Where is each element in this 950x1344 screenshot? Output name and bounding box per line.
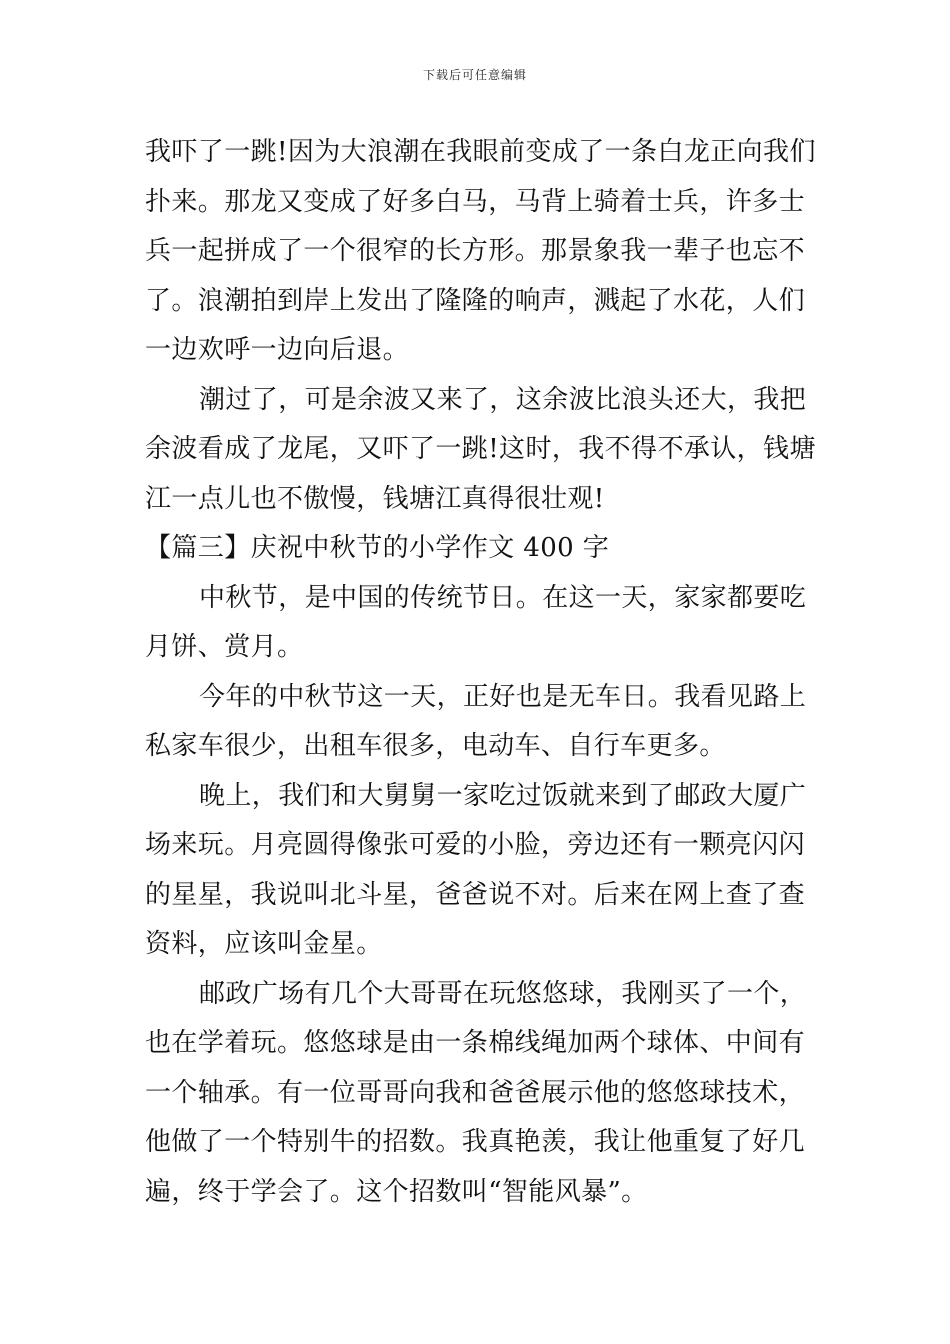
- text-line: 一个轴承。有一位哥哥向我和爸爸展示他的悠悠球技术，: [145, 1077, 806, 1108]
- text-line: 江一点儿也不傲慢，钱塘江真得很壮观!: [145, 483, 605, 514]
- text-line: 了。浪潮拍到岸上发出了隆隆的响声，溅起了水花，人们: [145, 285, 806, 316]
- text-line: 月饼、赏月。: [145, 632, 304, 662]
- paragraph-start-line: 中秋节，是中国的传统节日。在这一天，家家都要吃: [199, 582, 807, 613]
- paragraph-start-line: 今年的中秋节这一天，正好也是无车日。我看见路上: [199, 681, 807, 712]
- text-line: 兵一起拼成了一个很窄的长方形。那景象我一辈子也忘不: [145, 236, 806, 266]
- paragraph-start-line: 潮过了，可是余波又来了，这余波比浪头还大，我把: [199, 384, 807, 415]
- text-line: 资料，应该叫金星。: [145, 929, 383, 959]
- text-line: 他做了一个特别牛的招数。我真艳羡，我让他重复了好几: [145, 1127, 806, 1157]
- text-line: 余波看成了龙尾，又吓了一跳!这时，我不得不承认，钱塘: [145, 434, 816, 464]
- text-line: 一边欢呼一边向后退。: [145, 335, 410, 365]
- text-line: 私家车很少，出租车很多，电动车、自行车更多。: [145, 731, 726, 761]
- document-body: [145, 128, 816, 1217]
- text-line: 场来玩。月亮圆得像张可爱的小脸，旁边还有一颗亮闪闪: [145, 830, 806, 860]
- paragraph-start-line: 晚上，我们和大舅舅一家吃过饭就来到了邮政大厦广: [199, 780, 807, 811]
- page-header-note: 下载后可任意编辑: [422, 68, 527, 82]
- text-line: 我吓了一跳!因为大浪潮在我眼前变成了一条白龙正向我们: [145, 137, 816, 167]
- text-line: 也在学着玩。悠悠球是由一条棉线绳加两个球体、中间有: [145, 1028, 806, 1058]
- text-line: 的星星，我说叫北斗星，爸爸说不对。后来在网上查了查: [145, 879, 806, 910]
- text-line: 遍，终于学会了。这个招数叫“智能风暴”。: [145, 1176, 648, 1207]
- text-line: 扑来。那龙又变成了好多白马，马背上骑着士兵，许多士: [145, 186, 806, 217]
- section-heading: 【篇三】庆祝中秋节的小学作文 400 字: [145, 533, 610, 563]
- paragraph-start-line: 邮政广场有几个大哥哥在玩悠悠球，我刚买了一个，: [199, 978, 807, 1009]
